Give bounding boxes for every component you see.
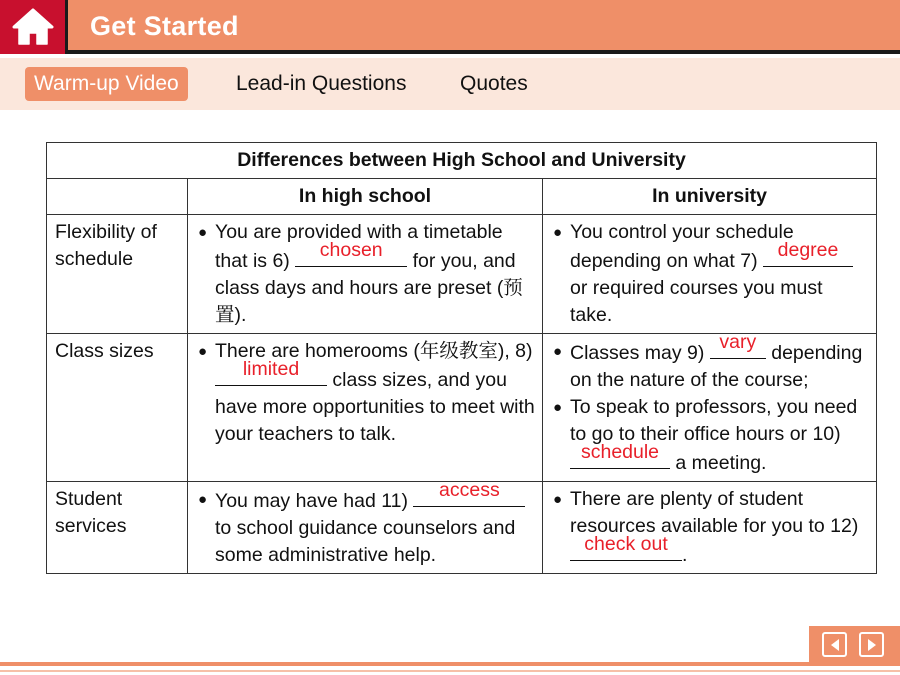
slide-nav	[809, 626, 900, 662]
cell-high-class-sizes	[188, 334, 543, 482]
tab-quotes[interactable]: Quotes	[460, 72, 528, 95]
answer-blank-8	[215, 358, 327, 386]
row-label-class-sizes: Class sizes	[47, 334, 188, 482]
answer-7: degree	[777, 239, 839, 261]
footer-divider	[0, 662, 900, 666]
cell-high-student-services	[188, 479, 543, 574]
text-segment: You are provided with a timetable that is 6)	[215, 221, 503, 272]
text-segment: or required courses you must take.	[570, 277, 823, 326]
header-high-school: In high school	[188, 179, 543, 215]
text-segment: to school guidance counselors and some administrative help.	[215, 517, 516, 566]
bullet-icon: ●	[553, 491, 563, 508]
list-item	[198, 479, 536, 569]
text-segment: You control your schedule depending on what 7)	[570, 221, 794, 272]
answer-blank-7	[763, 239, 853, 267]
answer-12: check out	[584, 533, 668, 555]
list-item	[553, 394, 870, 477]
text-segment: There are plenty of student resources available for you to 12)	[570, 488, 859, 537]
bullet-icon: ●	[198, 224, 208, 241]
page-title: Get Started	[90, 11, 239, 41]
prev-button[interactable]	[822, 632, 847, 657]
answer-blank-9	[710, 331, 766, 359]
text-segment: depending on the nature of the course;	[570, 342, 863, 391]
answer-9: vary	[719, 331, 757, 353]
answer-blank-12	[570, 533, 682, 561]
footer-divider-thin	[0, 670, 900, 672]
text-segment: Classes may 9)	[570, 342, 705, 364]
cell-high-flexibility	[188, 215, 543, 334]
next-button[interactable]	[859, 632, 884, 657]
bullet-icon: ●	[553, 224, 563, 241]
next-arrow-icon	[865, 638, 879, 652]
tab-lead-in-questions[interactable]: Lead-in Questions	[236, 72, 407, 95]
home-icon	[11, 7, 55, 47]
bullet-icon: ●	[553, 343, 563, 360]
list-item	[198, 338, 536, 448]
row-label-flexibility: Flexibility of schedule	[47, 215, 188, 334]
text-segment: There are homerooms (年级教室), 8)	[215, 340, 533, 362]
prev-arrow-icon	[828, 638, 842, 652]
bullet-icon: ●	[198, 343, 208, 360]
text-segment: class sizes, and you have more opportunities to meet with your teachers to talk.	[215, 369, 535, 445]
answer-11: access	[439, 479, 500, 501]
text-segment: You may have had 11)	[215, 490, 408, 512]
header-university: In university	[543, 179, 877, 215]
cell-uni-student-services	[543, 482, 877, 574]
cell-uni-flexibility	[543, 215, 877, 334]
list-item	[198, 219, 536, 329]
text-segment: for you, and class days and hours are preset (预置).	[215, 250, 523, 326]
answer-blank-6	[295, 239, 407, 267]
text-segment: a meeting.	[675, 452, 767, 474]
corner-cell	[47, 179, 188, 215]
answer-blank-11	[413, 479, 525, 507]
text-segment: To speak to professors, you need to go to their office hours or 10)	[570, 396, 858, 445]
table-title: Differences between High School and University	[47, 143, 877, 179]
answer-6: chosen	[319, 239, 383, 261]
home-button[interactable]	[0, 0, 68, 54]
list-item	[553, 486, 870, 569]
differences-table	[46, 142, 877, 574]
list-item	[553, 331, 870, 394]
answer-8: limited	[242, 358, 300, 380]
row-label-student-services: Student services	[47, 482, 188, 574]
answer-10: schedule	[580, 441, 660, 463]
text-segment: .	[682, 544, 688, 566]
answer-blank-10	[570, 441, 670, 469]
header-bar	[0, 0, 900, 54]
bullet-icon: ●	[198, 491, 208, 508]
list-item	[553, 219, 870, 329]
cell-uni-class-sizes	[543, 331, 877, 482]
tab-warm-up-video[interactable]: Warm-up Video	[25, 67, 188, 101]
bullet-icon: ●	[553, 399, 563, 416]
sub-nav	[0, 58, 900, 110]
